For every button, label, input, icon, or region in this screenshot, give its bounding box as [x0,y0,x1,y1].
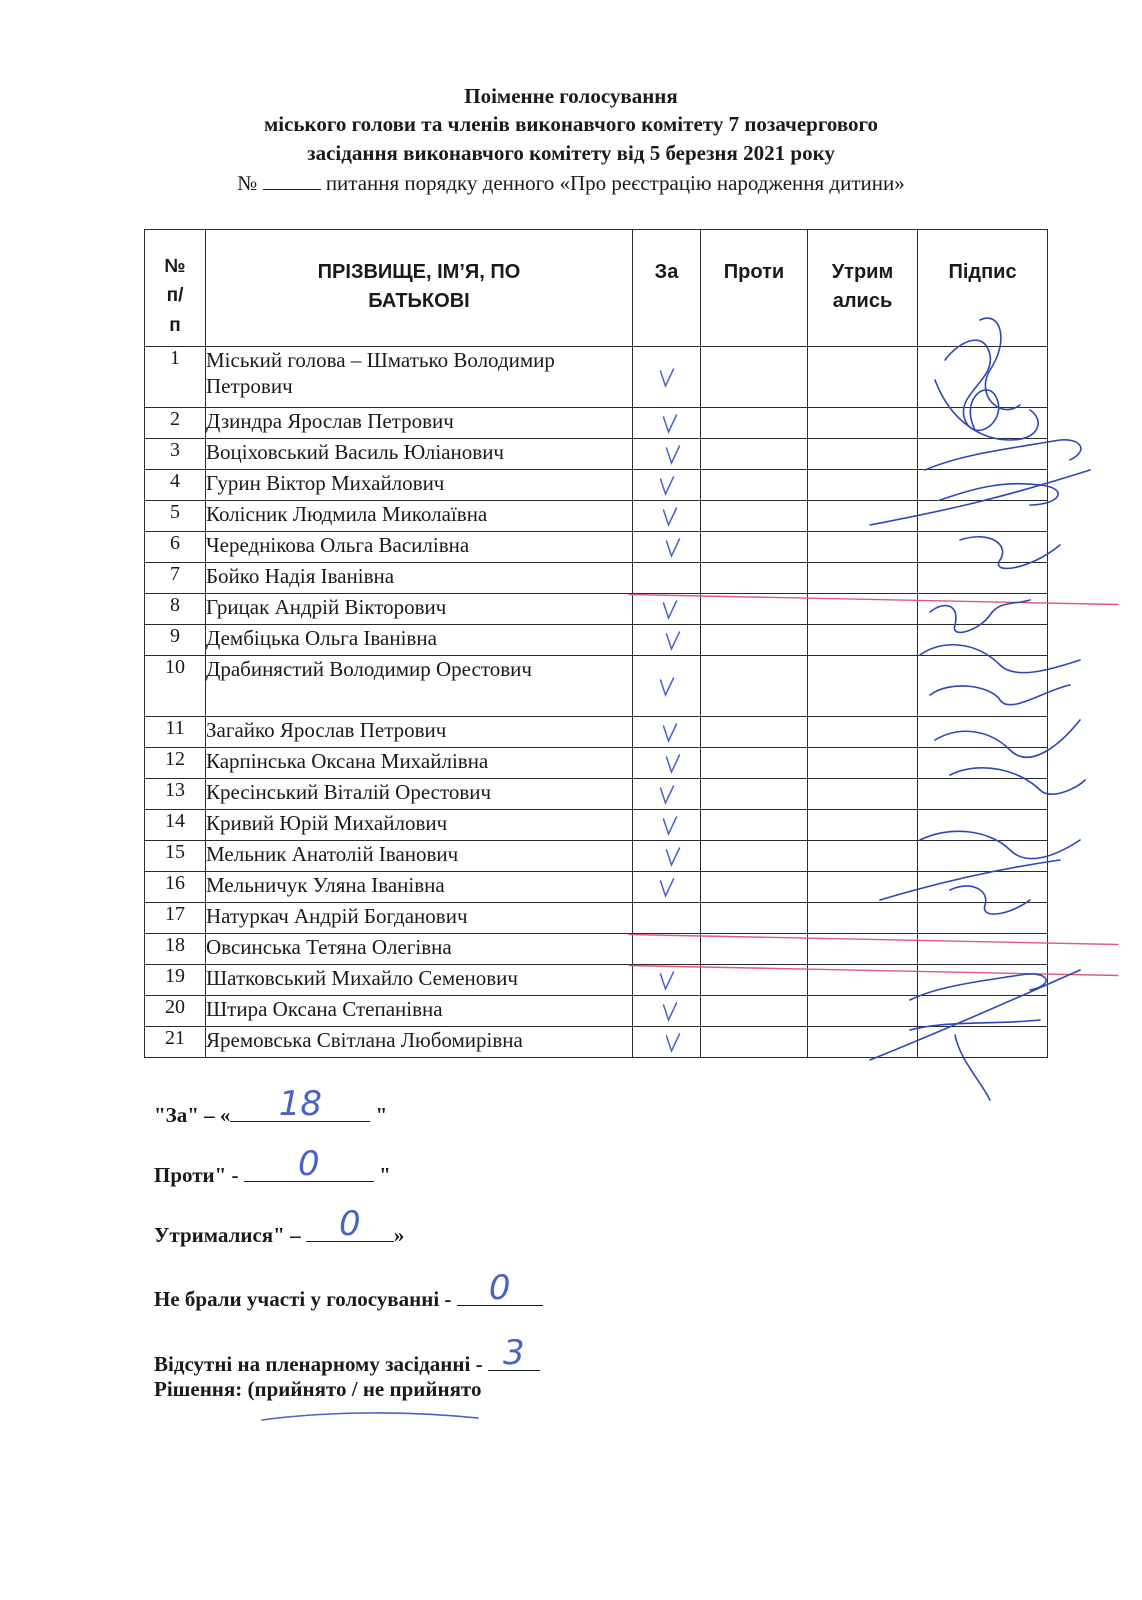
item-number-sign: № [237,171,258,195]
vote-abstained-cell [808,934,918,965]
column-header-signature: Підпис [918,230,1048,347]
vote-abstained-cell [808,1027,918,1058]
vote-against-cell [701,408,808,439]
row-number: 18 [145,934,206,965]
vote-for-cell [633,563,701,594]
member-name: Яремовська Світлана Любомирівна [206,1027,633,1058]
vote-against-cell [701,748,808,779]
member-name: Шатковський Михайло Семенович [206,965,633,996]
vote-against-cell [701,656,808,717]
vote-abstained-cell [808,408,918,439]
signature-cell [918,563,1048,594]
row-number: 9 [145,625,206,656]
member-name: Овсинська Тетяна Олегівна [206,934,633,965]
item-number-blank [263,173,321,190]
signature-cell [918,501,1048,532]
vote-for-cell [633,965,701,996]
vote-abstained-cell [808,347,918,408]
vote-for-cell [633,408,701,439]
vote-for-cell [633,532,701,563]
vote-against-cell [701,470,808,501]
tally-abstained-label: Утрималися" – [154,1223,306,1247]
document-subtitle-line-3: засідання виконавчого комітету від 5 березня 2021 року [307,141,835,165]
vote-for-cell [633,810,701,841]
tally-against-end: " [373,1163,391,1187]
signature-cell [918,347,1048,408]
table-row [145,1027,1048,1058]
row-number: 13 [145,779,206,810]
vote-abstained-cell [808,532,918,563]
signature-cell [918,779,1048,810]
member-name: Кривий Юрій Михайлович [206,810,633,841]
tally-for-end: " [370,1103,388,1127]
table-row [145,501,1048,532]
tally-absent-label: Відсутні на пленарному засіданні - [154,1352,488,1376]
vote-abstained-cell [808,717,918,748]
column-header-abstained: Утрим ались [808,230,918,347]
table-row [145,347,1048,408]
vote-for-cell [633,717,701,748]
tally-for [154,1084,388,1128]
vote-against-cell [701,563,808,594]
signature-cell [918,872,1048,903]
tally-for-value: 18 [278,1084,323,1124]
member-name: Мельник Анатолій Іванович [206,841,633,872]
row-number: 11 [145,717,206,748]
table-row [145,439,1048,470]
signature-cell [918,532,1048,563]
vote-abstained-cell [808,810,918,841]
table-row [145,965,1048,996]
vote-for-cell [633,470,701,501]
tally-for-blank [230,1084,370,1124]
vote-against-cell [701,996,808,1027]
signature-cell [918,965,1048,996]
vote-against-cell [701,594,808,625]
table-row [145,717,1048,748]
agenda-item-text: питання порядку денного «Про реєстрацію народження дитини» [325,171,905,195]
table-row [145,903,1048,934]
vote-abstained-cell [808,439,918,470]
vote-for-cell [633,934,701,965]
tally-against-blank [244,1144,374,1184]
member-name: Воціховський Василь Юліанович [206,439,633,470]
member-name: Драбинястий Володимир Орестович [206,656,633,717]
tally-absent [154,1333,540,1377]
row-number: 20 [145,996,206,1027]
decision-underline [262,1413,478,1420]
table-row [145,656,1048,717]
document-subtitle-line-2: міського голови та членів виконавчого комітету 7 позачергового [263,112,879,136]
tally-abstained-value: 0 [339,1204,361,1244]
table-row [145,470,1048,501]
signature-cell [918,408,1048,439]
vote-abstained-cell [808,872,918,903]
row-number: 12 [145,748,206,779]
tally-against [154,1144,391,1188]
table-header-row [145,230,1048,347]
vote-for-cell [633,872,701,903]
row-number: 15 [145,841,206,872]
vote-against-cell [701,439,808,470]
signature-cell [918,656,1048,717]
table-row [145,810,1048,841]
vote-against-cell [701,501,808,532]
vote-abstained-cell [808,903,918,934]
vote-for-cell [633,996,701,1027]
tally-not-voted-label: Не брали участі у голосуванні - [154,1287,457,1311]
signature-cell [918,996,1048,1027]
member-name: Череднікова Ольга Василівна [206,532,633,563]
document-title: Поіменне голосування [464,84,678,108]
tally-not-voted-blank [457,1268,543,1308]
vote-against-cell [701,841,808,872]
vote-against-cell [701,625,808,656]
vote-abstained-cell [808,563,918,594]
member-name: Кресінський Віталій Орестович [206,779,633,810]
tally-abstained [154,1204,405,1248]
row-number: 14 [145,810,206,841]
column-header-name: ПРІЗВИЩЕ, ІМ’Я, ПО БАТЬКОВІ [206,230,633,347]
column-header-number: № п/ п [145,230,206,347]
vote-for-cell [633,625,701,656]
row-number: 17 [145,903,206,934]
row-number: 10 [145,656,206,717]
vote-against-cell [701,965,808,996]
member-name: Гурин Віктор Михайлович [206,470,633,501]
member-name: Грицак Андрій Вікторович [206,594,633,625]
vote-for-cell [633,594,701,625]
member-name: Міський голова – Шматько Володимир Петрович [206,347,633,408]
table-row [145,934,1048,965]
table-row [145,532,1048,563]
member-name: Штира Оксана Степанівна [206,996,633,1027]
table-row [145,841,1048,872]
vote-abstained-cell [808,748,918,779]
tally-abstained-blank [306,1204,394,1244]
tally-absent-value: 3 [503,1333,525,1373]
table-row [145,594,1048,625]
vote-for-cell [633,1027,701,1058]
column-header-for: За [633,230,701,347]
vote-for-cell [633,779,701,810]
table-row [145,408,1048,439]
vote-against-cell [701,347,808,408]
vote-against-cell [701,934,808,965]
signature-cell [918,934,1048,965]
vote-for-cell [633,841,701,872]
tally-for-label: "За" – « [154,1103,231,1127]
vote-abstained-cell [808,779,918,810]
member-name: Карпінська Оксана Михайлівна [206,748,633,779]
signature-cell [918,717,1048,748]
vote-for-cell [633,439,701,470]
agenda-item-line [0,171,1142,196]
signature-cell [918,439,1048,470]
vote-abstained-cell [808,470,918,501]
table-row [145,996,1048,1027]
row-number: 7 [145,563,206,594]
row-number: 16 [145,872,206,903]
tally-absent-blank [488,1333,540,1373]
tally-against-label: Проти" - [154,1163,244,1187]
member-name: Колісник Людмила Миколаївна [206,501,633,532]
vote-for-cell [633,748,701,779]
vote-abstained-cell [808,841,918,872]
signature-cell [918,625,1048,656]
member-name: Мельничук Уляна Іванівна [206,872,633,903]
decision-line: Рішення: (прийнято / не прийнято [154,1377,482,1401]
table-row [145,748,1048,779]
row-number: 2 [145,408,206,439]
vote-abstained-cell [808,594,918,625]
vote-for-cell [633,656,701,717]
member-name: Натуркач Андрій Богданович [206,903,633,934]
vote-for-cell [633,903,701,934]
table-row [145,872,1048,903]
vote-for-cell [633,501,701,532]
row-number: 8 [145,594,206,625]
table-row [145,779,1048,810]
vote-against-cell [701,1027,808,1058]
tally-abstained-end: » [393,1223,405,1247]
vote-abstained-cell [808,965,918,996]
tally-not-voted [154,1268,543,1312]
signature-cell [918,470,1048,501]
signature-cell [918,594,1048,625]
member-name: Дзиндра Ярослав Петрович [206,408,633,439]
vote-for-cell [633,347,701,408]
roll-call-table [144,229,1048,1058]
row-number: 5 [145,501,206,532]
table-row [145,563,1048,594]
vote-abstained-cell [808,625,918,656]
vote-against-cell [701,810,808,841]
vote-abstained-cell [808,501,918,532]
signature-cell [918,1027,1048,1058]
vote-abstained-cell [808,656,918,717]
vote-against-cell [701,903,808,934]
row-number: 4 [145,470,206,501]
vote-against-cell [701,872,808,903]
vote-against-cell [701,532,808,563]
row-number: 3 [145,439,206,470]
member-name: Загайко Ярослав Петрович [206,717,633,748]
member-name: Дембіцька Ольга Іванівна [206,625,633,656]
vote-abstained-cell [808,996,918,1027]
table-row [145,625,1048,656]
column-header-against: Проти [701,230,808,347]
row-number: 19 [145,965,206,996]
signature-cell [918,748,1048,779]
signature-cell [918,903,1048,934]
row-number: 1 [145,347,206,408]
row-number: 21 [145,1027,206,1058]
vote-against-cell [701,779,808,810]
member-name: Бойко Надія Іванівна [206,563,633,594]
vote-against-cell [701,717,808,748]
tally-against-value: 0 [297,1144,320,1184]
tally-not-voted-value: 0 [488,1268,511,1308]
signature-cell [918,810,1048,841]
row-number: 6 [145,532,206,563]
signature-cell [918,841,1048,872]
